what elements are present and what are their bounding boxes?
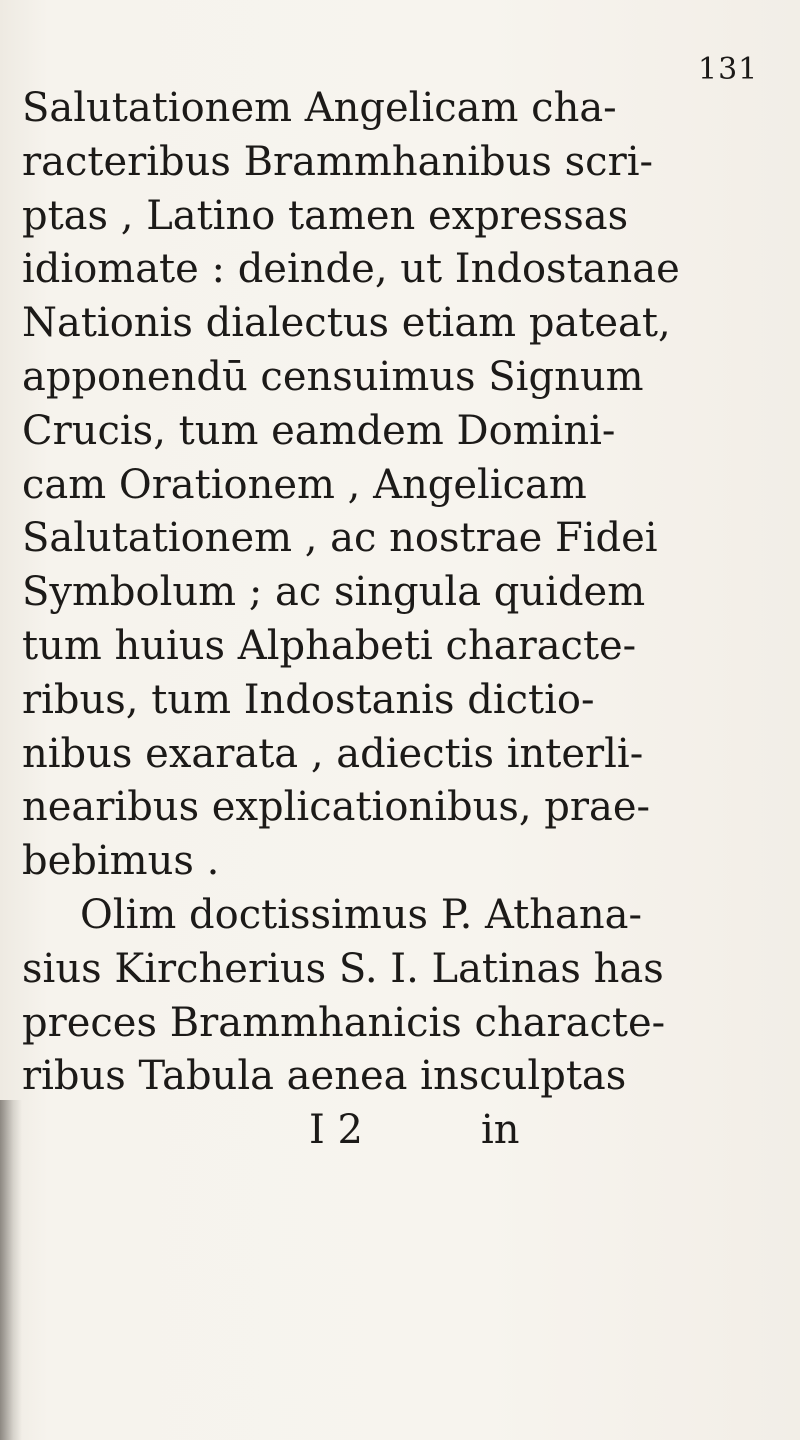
gutter-shadow (0, 1100, 22, 1440)
text-line: ribus Tabula aenea insculptas (22, 1053, 627, 1100)
text-line: Salutationem , ac nostrae Fidei (22, 515, 658, 562)
text-line: bebimus . (22, 838, 220, 885)
text-line: idiomate : deinde, ut Indostanae (22, 246, 680, 293)
text-line: preces Brammhanicis characte- (22, 999, 666, 1046)
text-line: Symbolum ; ac singula quidem (22, 569, 646, 616)
text-line: sius Kircherius S. I. Latinas has (22, 945, 664, 992)
paragraph-start-line: Olim doctissimus P. Athana- (80, 891, 642, 938)
text-line: racteribus Brammhanibus scri- (22, 138, 653, 185)
text-line: Salutationem Angelicam cha- (22, 85, 617, 131)
text-line: ribus, tum Indostanis dictio- (22, 676, 595, 723)
text-line: Nationis dialectus etiam pateat, (22, 300, 671, 347)
text-line: cam Orationem , Angelicam (22, 461, 587, 508)
text-line: nearibus explicationibus, prae- (22, 784, 651, 831)
body-text (22, 82, 792, 1158)
text-line: apponendū censuimus Signum (22, 353, 644, 400)
catchword-line (22, 1104, 792, 1158)
text-line: nibus exarata , adiectis interli- (22, 730, 644, 777)
text-line: Crucis, tum eamdem Domini- (22, 407, 616, 454)
text-line: tum huius Alphabeti characte- (22, 622, 637, 669)
page-number: 131 (698, 52, 759, 87)
signature-mark: I 2 (309, 1107, 363, 1154)
catchword: in (480, 1107, 520, 1154)
text-line: ptas , Latino tamen expressas (22, 192, 629, 239)
